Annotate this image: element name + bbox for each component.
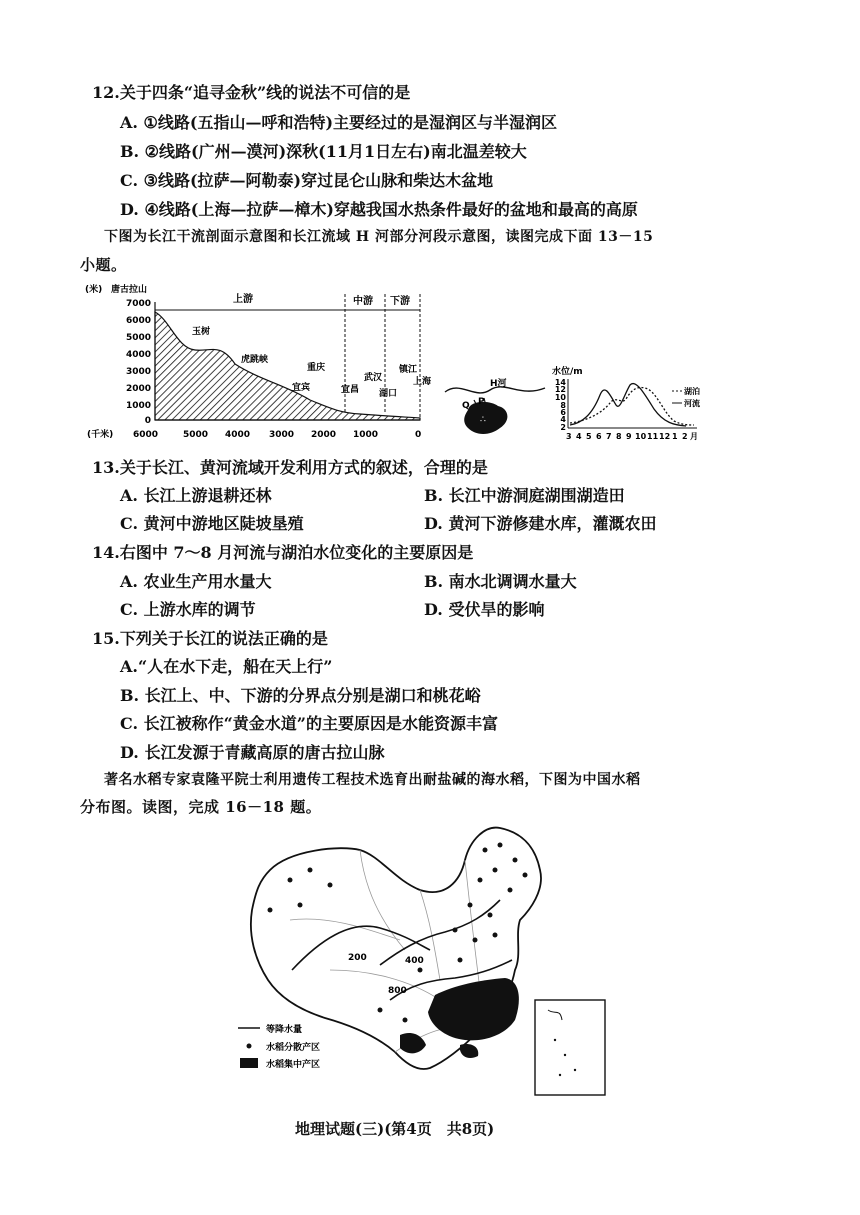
wl-x-tick: 12 xyxy=(659,432,671,441)
wl-legend-lake: 湖泊 xyxy=(684,387,700,396)
q14-option-c: C. 上游水库的调节 xyxy=(120,600,256,619)
wl-y-tick: 4 xyxy=(560,415,566,424)
q15-option-a: A.“人在水下走，船在天上行” xyxy=(120,657,333,676)
legend-isohyet: 等降水量 xyxy=(266,1025,303,1035)
place-yushu: 玉树 xyxy=(192,327,211,337)
profile-x-tick: 0 xyxy=(415,430,422,440)
h-river-map xyxy=(440,370,550,450)
intro-16-18-line1: 著名水稻专家袁隆平院士利用遗传工程技术选育出耐盐碱的海水稻，下图为中国水稻 xyxy=(104,772,641,788)
q14-option-a: A. 农业生产用水量大 xyxy=(120,572,272,591)
china-rice-map xyxy=(230,820,615,1110)
wl-y-tick: 6 xyxy=(560,408,566,417)
q12-option-a: A. ①线路(五指山—呼和浩特)主要经过的是湿润区与半湿润区 xyxy=(120,113,558,132)
wl-y-tick: 8 xyxy=(560,401,566,410)
wl-y-label: 水位/m xyxy=(552,367,583,377)
legend-concentrated: 水稻集中产区 xyxy=(266,1060,321,1070)
wl-x-tick: 7 xyxy=(606,432,612,441)
page-footer: 地理试题(三)(第4页 共8页) xyxy=(295,1120,495,1138)
profile-y-tick: 4000 xyxy=(125,350,151,360)
place-wuhan: 武汉 xyxy=(364,373,383,383)
place-zhenjiang: 镇江 xyxy=(399,365,418,375)
q15-option-d: D. 长江发源于青藏高原的唐古拉山脉 xyxy=(120,743,385,762)
wl-x-tick: 9 xyxy=(626,432,632,441)
place-yichang: 宜昌 xyxy=(341,385,360,395)
profile-y-tick: 5000 xyxy=(125,333,151,343)
profile-y-tick: 0 xyxy=(144,416,151,426)
wl-x-unit: 月 xyxy=(690,432,698,441)
wl-x-tick: 5 xyxy=(586,432,592,441)
wl-y-tick: 12 xyxy=(554,385,566,394)
wl-x-tick: 11 xyxy=(647,432,659,441)
legend-scattered: 水稻分散产区 xyxy=(266,1043,321,1053)
wl-x-tick: 3 xyxy=(566,432,572,441)
profile-x-tick: 5000 xyxy=(183,430,209,440)
q15-stem: 15.下列关于长江的说法正确的是 xyxy=(92,629,328,648)
wl-lake-line xyxy=(570,387,694,425)
q12-option-b: B. ②线路(广州—漠河)深秋(11月1日左右)南北温差较大 xyxy=(120,142,527,161)
wl-y-tick: 14 xyxy=(554,378,566,387)
place-hutiaoxia: 虎跳峡 xyxy=(241,355,269,365)
wl-x-tick: 8 xyxy=(616,432,622,441)
place-hukou: 湖口 xyxy=(379,389,398,399)
water-level-chart xyxy=(552,365,712,447)
q13-option-c: C. 黄河中游地区陡坡垦殖 xyxy=(120,514,304,533)
profile-x-tick: 2000 xyxy=(311,430,337,440)
q13-option-a: A. 长江上游退耕还林 xyxy=(120,486,272,505)
q12-option-c: C. ③线路(拉萨—阿勒泰)穿过昆仑山脉和柴达木盆地 xyxy=(120,171,494,190)
wl-y-tick: 10 xyxy=(554,393,566,402)
q13-stem: 13.关于长江、黄河流域开发利用方式的叙述，合理的是 xyxy=(92,458,488,477)
q14-option-d: D. 受伏旱的影响 xyxy=(424,600,545,619)
q12-stem: 12.关于四条“追寻金秋”线的说法不可信的是 xyxy=(92,83,411,102)
q12-option-d: D. ④线路(上海—拉萨—樟木)穿越我国水热条件最好的盆地和最高的高原 xyxy=(120,200,638,219)
q15-option-b: B. 长江上、中、下游的分界点分别是湖口和桃花峪 xyxy=(120,686,481,705)
q14-option-b: B. 南水北调调水量大 xyxy=(424,572,577,591)
lake-shape xyxy=(464,402,507,434)
q15-option-c: C. 长江被称作“黄金水道”的主要原因是水能资源丰富 xyxy=(120,714,499,733)
wl-x-tick: 1 xyxy=(672,432,678,441)
profile-y-tick: 3000 xyxy=(125,367,151,377)
south-china-sea-inset xyxy=(535,1000,605,1095)
place-yibin: 宜宾 xyxy=(292,383,311,393)
label-q: Q xyxy=(462,401,470,411)
profile-y-tick: 2000 xyxy=(125,384,151,394)
intro-16-18-line2: 分布图。读图，完成 16－18 题。 xyxy=(80,798,322,816)
section-middle: 中游 xyxy=(353,296,373,307)
h-river-label: H河 xyxy=(490,379,507,389)
isohyet-800-label: 800 xyxy=(388,986,407,996)
yangtze-profile-diagram xyxy=(85,280,440,448)
wl-river-line xyxy=(570,384,686,426)
q13-option-d: D. 黄河下游修建水库，灌溉农田 xyxy=(424,514,657,533)
place-shanghai: 上海 xyxy=(413,377,432,387)
wl-legend-river: 河流 xyxy=(684,399,700,408)
profile-x-unit: (千米) xyxy=(87,430,114,440)
section-lower: 下游 xyxy=(390,296,410,307)
label-p: P xyxy=(478,397,485,407)
profile-x-tick: 6000 xyxy=(133,430,159,440)
profile-x-tick: 4000 xyxy=(225,430,251,440)
isohyet-400-label: 400 xyxy=(405,956,424,966)
profile-x-tick: 1000 xyxy=(353,430,379,440)
profile-y-tick: 7000 xyxy=(125,299,151,309)
profile-x-tick: 3000 xyxy=(269,430,295,440)
q14-stem: 14.右图中 7～8 月河流与湖泊水位变化的主要原因是 xyxy=(92,543,474,562)
wl-x-tick: 2 xyxy=(682,432,688,441)
isohyet-200-label: 200 xyxy=(348,953,367,963)
q13-option-b: B. 长江中游洞庭湖围湖造田 xyxy=(424,486,625,505)
profile-source-label: 唐古拉山 xyxy=(111,285,148,295)
section-upper: 上游 xyxy=(233,294,253,305)
profile-y-tick: 1000 xyxy=(125,401,151,411)
wl-x-tick: 6 xyxy=(596,432,602,441)
svg-text:∴: ∴ xyxy=(480,415,486,425)
intro-13-15-line2: 小题。 xyxy=(80,256,127,274)
profile-y-unit: (米) xyxy=(85,285,103,295)
wl-x-tick: 4 xyxy=(576,432,582,441)
wl-x-tick: 10 xyxy=(635,432,647,441)
wl-y-tick: 2 xyxy=(560,423,566,432)
intro-13-15-line1: 下图为长江干流剖面示意图和长江流域 H 河部分河段示意图，读图完成下面 13－15 xyxy=(104,229,654,245)
place-chongqing: 重庆 xyxy=(307,363,326,373)
profile-y-tick: 6000 xyxy=(125,316,151,326)
